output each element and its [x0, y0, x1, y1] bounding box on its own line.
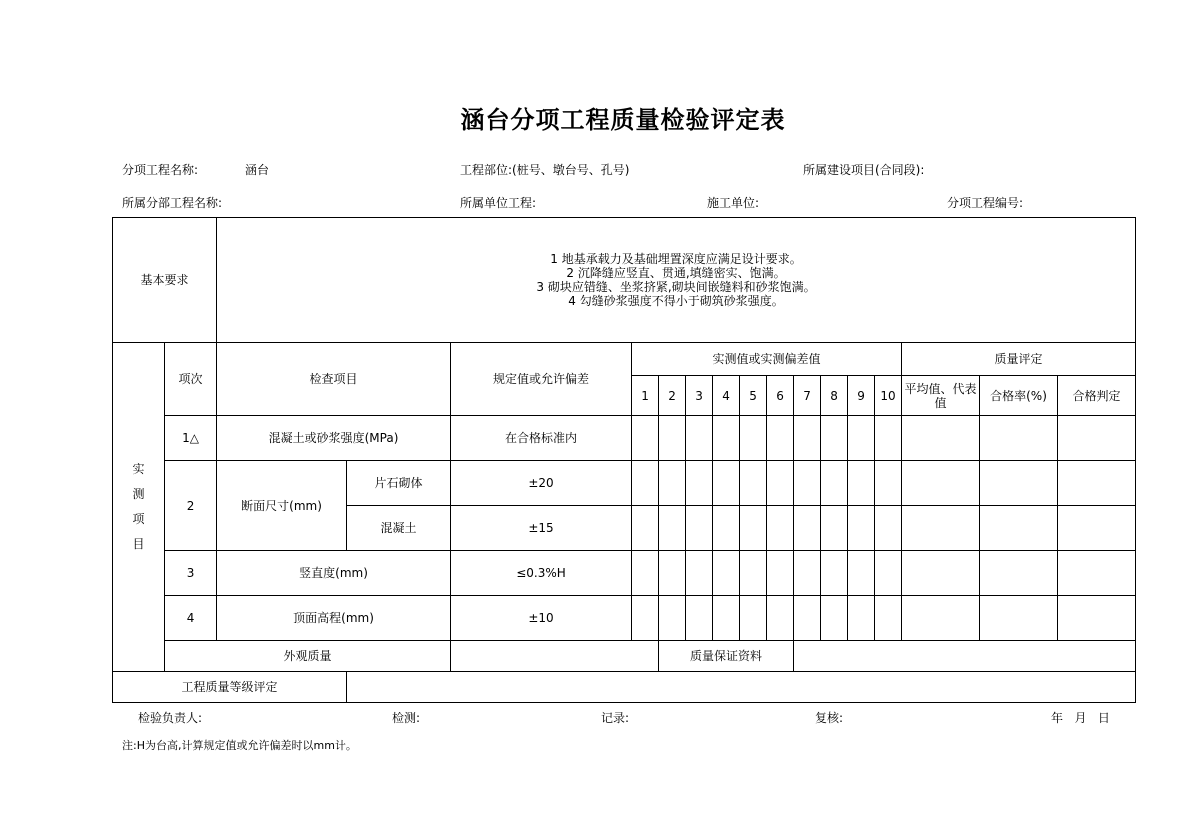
sub-project-name-value: 涵台: [245, 163, 270, 177]
grade-label: 工程质量等级评定: [113, 672, 347, 703]
measured-row-1: [113, 416, 1136, 461]
spec-value: ±15: [451, 506, 632, 551]
qa-docs-value: [794, 641, 1136, 672]
basic-requirements-row: [113, 218, 1136, 343]
col-pass-rate: 合格率(%): [980, 376, 1058, 416]
item-no: 2: [165, 461, 217, 551]
col-avg: 平均值、代表值: [902, 376, 980, 416]
grade-row: [113, 672, 1136, 703]
contractor-label: 施工单位:: [707, 196, 760, 210]
spec-value: 在合格标准内: [451, 416, 632, 461]
spec-value: ±10: [451, 596, 632, 641]
date-label: 年 月 日: [1051, 711, 1110, 725]
measure-no: 2: [659, 376, 686, 416]
location-label: 工程部位:(桩号、墩台号、孔号): [460, 163, 630, 177]
check-item: 混凝土或砂浆强度(MPa): [217, 416, 451, 461]
page-title: 涵台分项工程质量检验评定表: [460, 106, 786, 134]
col-judgement: 合格判定: [1058, 376, 1136, 416]
inspection-table: [112, 217, 1136, 703]
measured-side-label: 实 测 项 目: [113, 343, 165, 672]
measured-row-3: [113, 551, 1136, 596]
basic-requirements-text: [217, 218, 1136, 343]
grade-value: [347, 672, 1136, 703]
measured-row-2a: [113, 461, 1136, 506]
measure-no: 6: [767, 376, 794, 416]
measured-header-row-1: [113, 343, 1136, 376]
measure-no: 1: [632, 376, 659, 416]
sub-project-no-label: 分项工程编号:: [947, 196, 1024, 210]
spec-value: ±20: [451, 461, 632, 506]
check-item: 顶面高程(mm): [217, 596, 451, 641]
reviewer-label: 复核:: [815, 711, 844, 725]
appearance-row: [113, 641, 1136, 672]
sub-project-name-label: 分项工程名称:: [122, 163, 199, 177]
col-check-item: 检查项目: [217, 343, 451, 416]
measure-no: 3: [686, 376, 713, 416]
spec-value: ≤0.3%H: [451, 551, 632, 596]
measure-no: 5: [740, 376, 767, 416]
requirement-line: 1 地基承载力及基础埋置深度应满足设计要求。: [550, 252, 802, 266]
item-no: 3: [165, 551, 217, 596]
recorder-label: 记录:: [601, 711, 630, 725]
unit-project-label: 所属单位工程:: [460, 196, 537, 210]
construction-item-label: 所属建设项目(合同段):: [803, 163, 925, 177]
measure-no: 7: [794, 376, 821, 416]
sub-item: 混凝土: [347, 506, 451, 551]
footnote: 注:H为台高,计算规定值或允许偏差时以mm计。: [122, 739, 357, 752]
col-measured: 实测值或实测偏差值: [632, 343, 902, 376]
division-project-label: 所属分部工程名称:: [122, 196, 223, 210]
appearance-value: [451, 641, 659, 672]
requirement-line: 2 沉降缝应竖直、贯通,填缝密实、饱满。: [566, 266, 786, 280]
requirement-line: 4 勾缝砂浆强度不得小于砌筑砂浆强度。: [568, 294, 784, 308]
basic-requirements-label: 基本要求: [113, 218, 217, 343]
item-no: 4: [165, 596, 217, 641]
measure-no: 10: [875, 376, 902, 416]
item-no: 1△: [165, 416, 217, 461]
requirement-line: 3 砌块应错缝、坐浆挤紧,砌块间嵌缝料和砂浆饱满。: [536, 280, 816, 294]
col-quality: 质量评定: [902, 343, 1136, 376]
col-spec: 规定值或允许偏差: [451, 343, 632, 416]
tester-label: 检测:: [392, 711, 421, 725]
qa-docs-label: 质量保证资料: [659, 641, 794, 672]
measure-no: 4: [713, 376, 740, 416]
check-item: 竖直度(mm): [217, 551, 451, 596]
col-item-no: 项次: [165, 343, 217, 416]
sub-item: 片石砌体: [347, 461, 451, 506]
appearance-label: 外观质量: [165, 641, 451, 672]
measure-no: 9: [848, 376, 875, 416]
inspector-label: 检验负责人:: [138, 711, 203, 725]
measured-row-4: [113, 596, 1136, 641]
check-item: 断面尺寸(mm): [217, 461, 347, 551]
measure-no: 8: [821, 376, 848, 416]
